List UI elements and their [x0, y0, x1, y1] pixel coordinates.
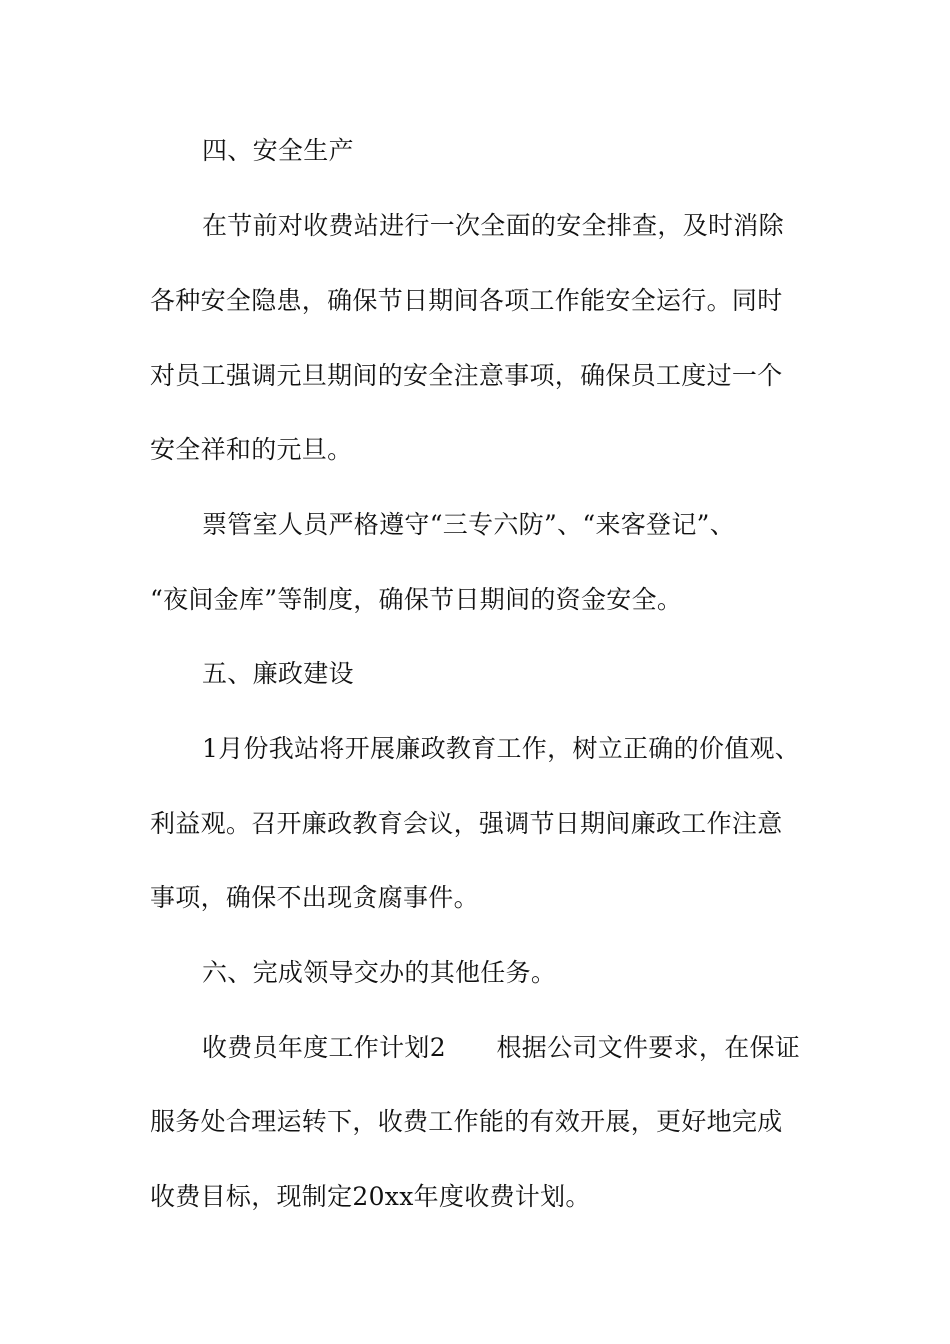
- paragraph-line: 收费目标，现制定20xx年度收费计划。: [150, 1182, 591, 1211]
- paragraph-line: 利益观。召开廉政教育会议，强调节日期间廉政工作注意: [150, 809, 783, 838]
- section-heading-other-tasks: 六、完成领导交办的其他任务。: [202, 958, 557, 987]
- paragraph-line: 1月份我站将开展廉政教育工作，树立正确的价值观、: [202, 734, 801, 763]
- paragraph-line: 安全祥和的元旦。: [150, 435, 353, 464]
- paragraph-line: 对员工强调元旦期间的安全注意事项，确保员工度过一个: [150, 361, 783, 390]
- paragraph-line: 各种安全隐患，确保节日期间各项工作能安全运行。同时: [150, 286, 783, 315]
- section-heading-integrity: 五、廉政建设: [202, 659, 354, 688]
- paragraph-line: 服务处合理运转下，收费工作能的有效开展，更好地完成: [150, 1107, 783, 1136]
- section-heading-safety: 四、安全生产: [202, 136, 354, 165]
- paragraph-line: 在节前对收费站进行一次全面的安全排查，及时消除: [202, 211, 784, 240]
- paragraph-line: 票管室人员严格遵守“三专六防”、“来客登记”、: [202, 510, 736, 539]
- paragraph-line: 事项，确保不出现贪腐事件。: [150, 883, 479, 912]
- paragraph-line: 收费员年度工作计划2 根据公司文件要求，在保证: [202, 1033, 801, 1062]
- paragraph-line: “夜间金库”等制度，确保节日期间的资金安全。: [150, 585, 683, 614]
